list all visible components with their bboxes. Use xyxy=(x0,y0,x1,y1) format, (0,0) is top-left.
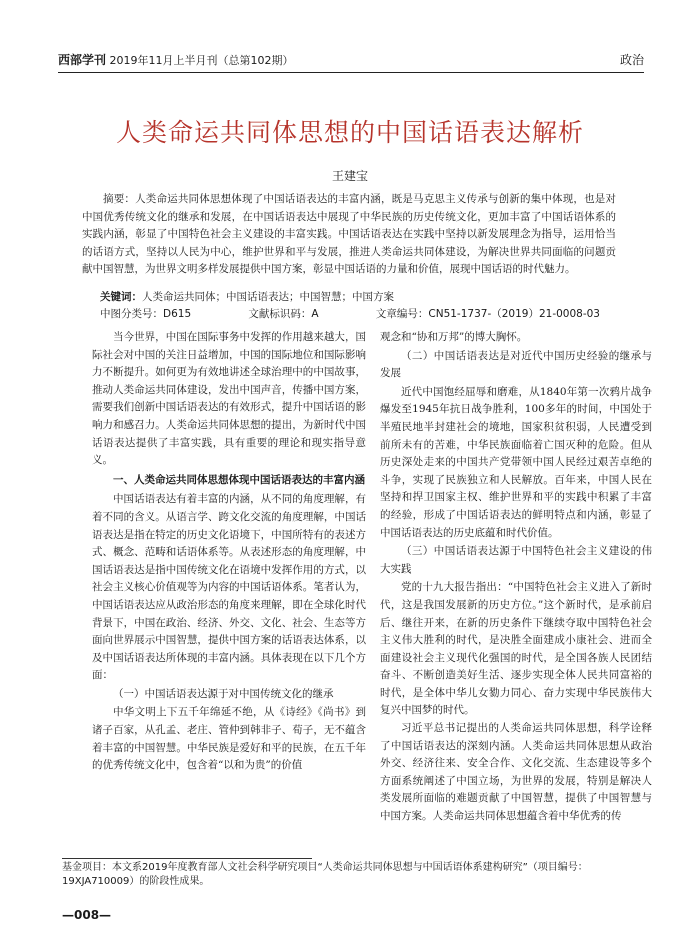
keywords-label: 关键词： xyxy=(100,291,142,303)
section-category: 政治 xyxy=(619,53,644,67)
keywords-text: 人类命运共同体；中国话语表达；中国智慧；中国方案 xyxy=(142,291,394,303)
article-author: 王建宝 xyxy=(331,169,368,183)
article-id: 文章编号：CN51-1737-（2019）21-0008-03 xyxy=(375,308,600,320)
subsection-heading: （一）中国话语表达源于对中国传统文化的继承 xyxy=(113,687,334,700)
document-code: 文献标识码：A xyxy=(248,308,319,320)
subsection-heading: （二）中国话语表达是对近代中国历史经验的继承与发展 xyxy=(380,349,652,380)
body-paragraph: 中国话语表达有着丰富的内涵，从不同的角度理解，有着不同的含义。从语言学、跨文化交流的角度理解，中国话语表达是指在特定的历史文化语境下，中国所特有的表述方式、概念、范畴和话语体系等。从表述形态的角度理解，中国话语表达是指中国传统文化在语境中发挥作用的方式，以社会主义核心价值观等为内容的中国话语体系。笔者认为，中国话语表达应从政治形态的角度来理解，即在全球化时代背景下，中国在政治、经济、外交、文化、社会、生态等方面向世界展示中国智慧，提供中国方案的话语表达体系，以及中国话语表达所体现的丰富内涵。具体表现在以下几个方面： xyxy=(92,493,366,682)
keywords xyxy=(100,289,616,305)
running-head-left xyxy=(58,52,294,69)
body-paragraph: 习近平总书记提出的人类命运共同体思想，科学诠释了中国话语表达的深刻内涵。人类命运共同体思想从政治外交、经济往来、安全合作、文化交流、生态建设等多个方面系统阐述了中国立场，为世界的发展，特别是解决人类发展所面临的难题贡献了中国智慧，提供了中国智慧与中国方案。人类命运共同体思想蕴含着中华优秀的传 xyxy=(380,722,652,823)
subsection-heading: （三）中国话语表达源于中国特色社会主义建设的伟大实践 xyxy=(380,545,652,575)
body-paragraph: 中华文明上下五千年绵延不绝，从《诗经》《尚书》到诸子百家，从孔孟、老庄、管仲到韩非子、荀子，无不蕴含着丰富的中国智慧。中华民族是爱好和平的民族，在五千年的优秀传统文化中，包含着“以和为贵”的价值 xyxy=(92,706,366,772)
body-column-right xyxy=(380,329,652,826)
body-paragraph: 近代中国饱经屈辱和磨难，从1840年第一次鸦片战争爆发至1945年抗日战争胜利，100多年的时间，中国处于半殖民地半封建社会的境地，国家积贫积弱，人民遭受到前所未有的苦难，中华民族面临着亡国灭种的危险。但从历史深处走来的中国共产党带领中国人民经过艰苦卓绝的斗争，实现了民族独立和人民解放。百年来，中国人民在坚持和捍卫国家主权、维护世界和平的实践中积累了丰富的经验，形成了中国话语表达的鲜明特点和内涵，彰显了中国话语表达的历史底蕴和时代价值。 xyxy=(380,385,652,539)
running-head xyxy=(58,50,644,73)
clc-number: 中图分类号：D615 xyxy=(100,308,192,320)
issue-info: 2019年11月上半月刊（总第102期） xyxy=(109,54,294,67)
body-paragraph: 当今世界，中国在国际事务中发挥的作用越来越大，国际社会对中国的关注日益增加，中国的国际地位和国际影响力不断提升。如何更为有效地讲述全球治理中的中国故事，推动人类命运共同体建设，发出中国声音，传播中国方案，需要我们创新中国话语表达的有效形式，提升中国话语的影响力和感召力。人类命运共同体思想的提出，为新时代中国话语表达提供了丰富实践，具有重要的理论和现实指导意义。 xyxy=(92,331,366,467)
body-paragraph: 观念和“协和万邦”的博大胸怀。 xyxy=(380,331,528,343)
body-paragraph: 党的十九大报告指出：“中国特色社会主义进入了新时代，这是我国发展新的历史方位。”这个新时代，是承前启后、继往开来，在新的历史条件下继续夺取中国特色社会主义伟大胜利的时代，是决胜全面建成小康社会、进而全面建设社会主义现代化强国的时代，是全国各族人民团结奋斗、不断创造美好生活、逐步实现全体人民共同富裕的时代，是全体中华儿女勠力同心、奋力实现中华民族伟大复兴中国梦的时代。 xyxy=(380,581,652,717)
section-heading: 一、人类命运共同体思想体现中国话语表达的丰富内涵 xyxy=(113,473,365,486)
article-title: 人类命运共同体思想的中国话语表达解析 xyxy=(115,118,584,147)
body-column-left xyxy=(92,329,366,775)
page-number: —008— xyxy=(62,908,112,922)
funding-footnote: 基金项目：本文系2019年度教育部人文社会科学研究项目“人类命运共同体思想与中国话语体系建构研究”（项目编号：19XJA710009）的阶段性成果。 xyxy=(62,862,588,887)
abstract: 摘要：人类命运共同体思想体现了中国话语表达的丰富内涵，既是马克思主义传承与创新的集中体现，也是对中国优秀传统文化的继承和发展，在中国话语表达中展现了中华民族的历史传统文化，更加丰富了中国话语体系的实践内涵，彰显了中国特色社会主义建设的丰富实践。中国话语表达在实践中坚持以新发展理念为指导，运用恰当的话语方式，坚持以人民为中心，维护世界和平与发展，推进人类命运共同体建设，为解决世界共同面临的问题贡献中国智慧，为世界文明多样发展提供中国方案，彰显中国话语的力量和价值，展现中国话语的时代魅力。 xyxy=(82,193,616,275)
footnote-divider xyxy=(62,858,312,859)
journal-name: 西部学刊 xyxy=(58,53,107,67)
classification-line xyxy=(100,306,600,322)
